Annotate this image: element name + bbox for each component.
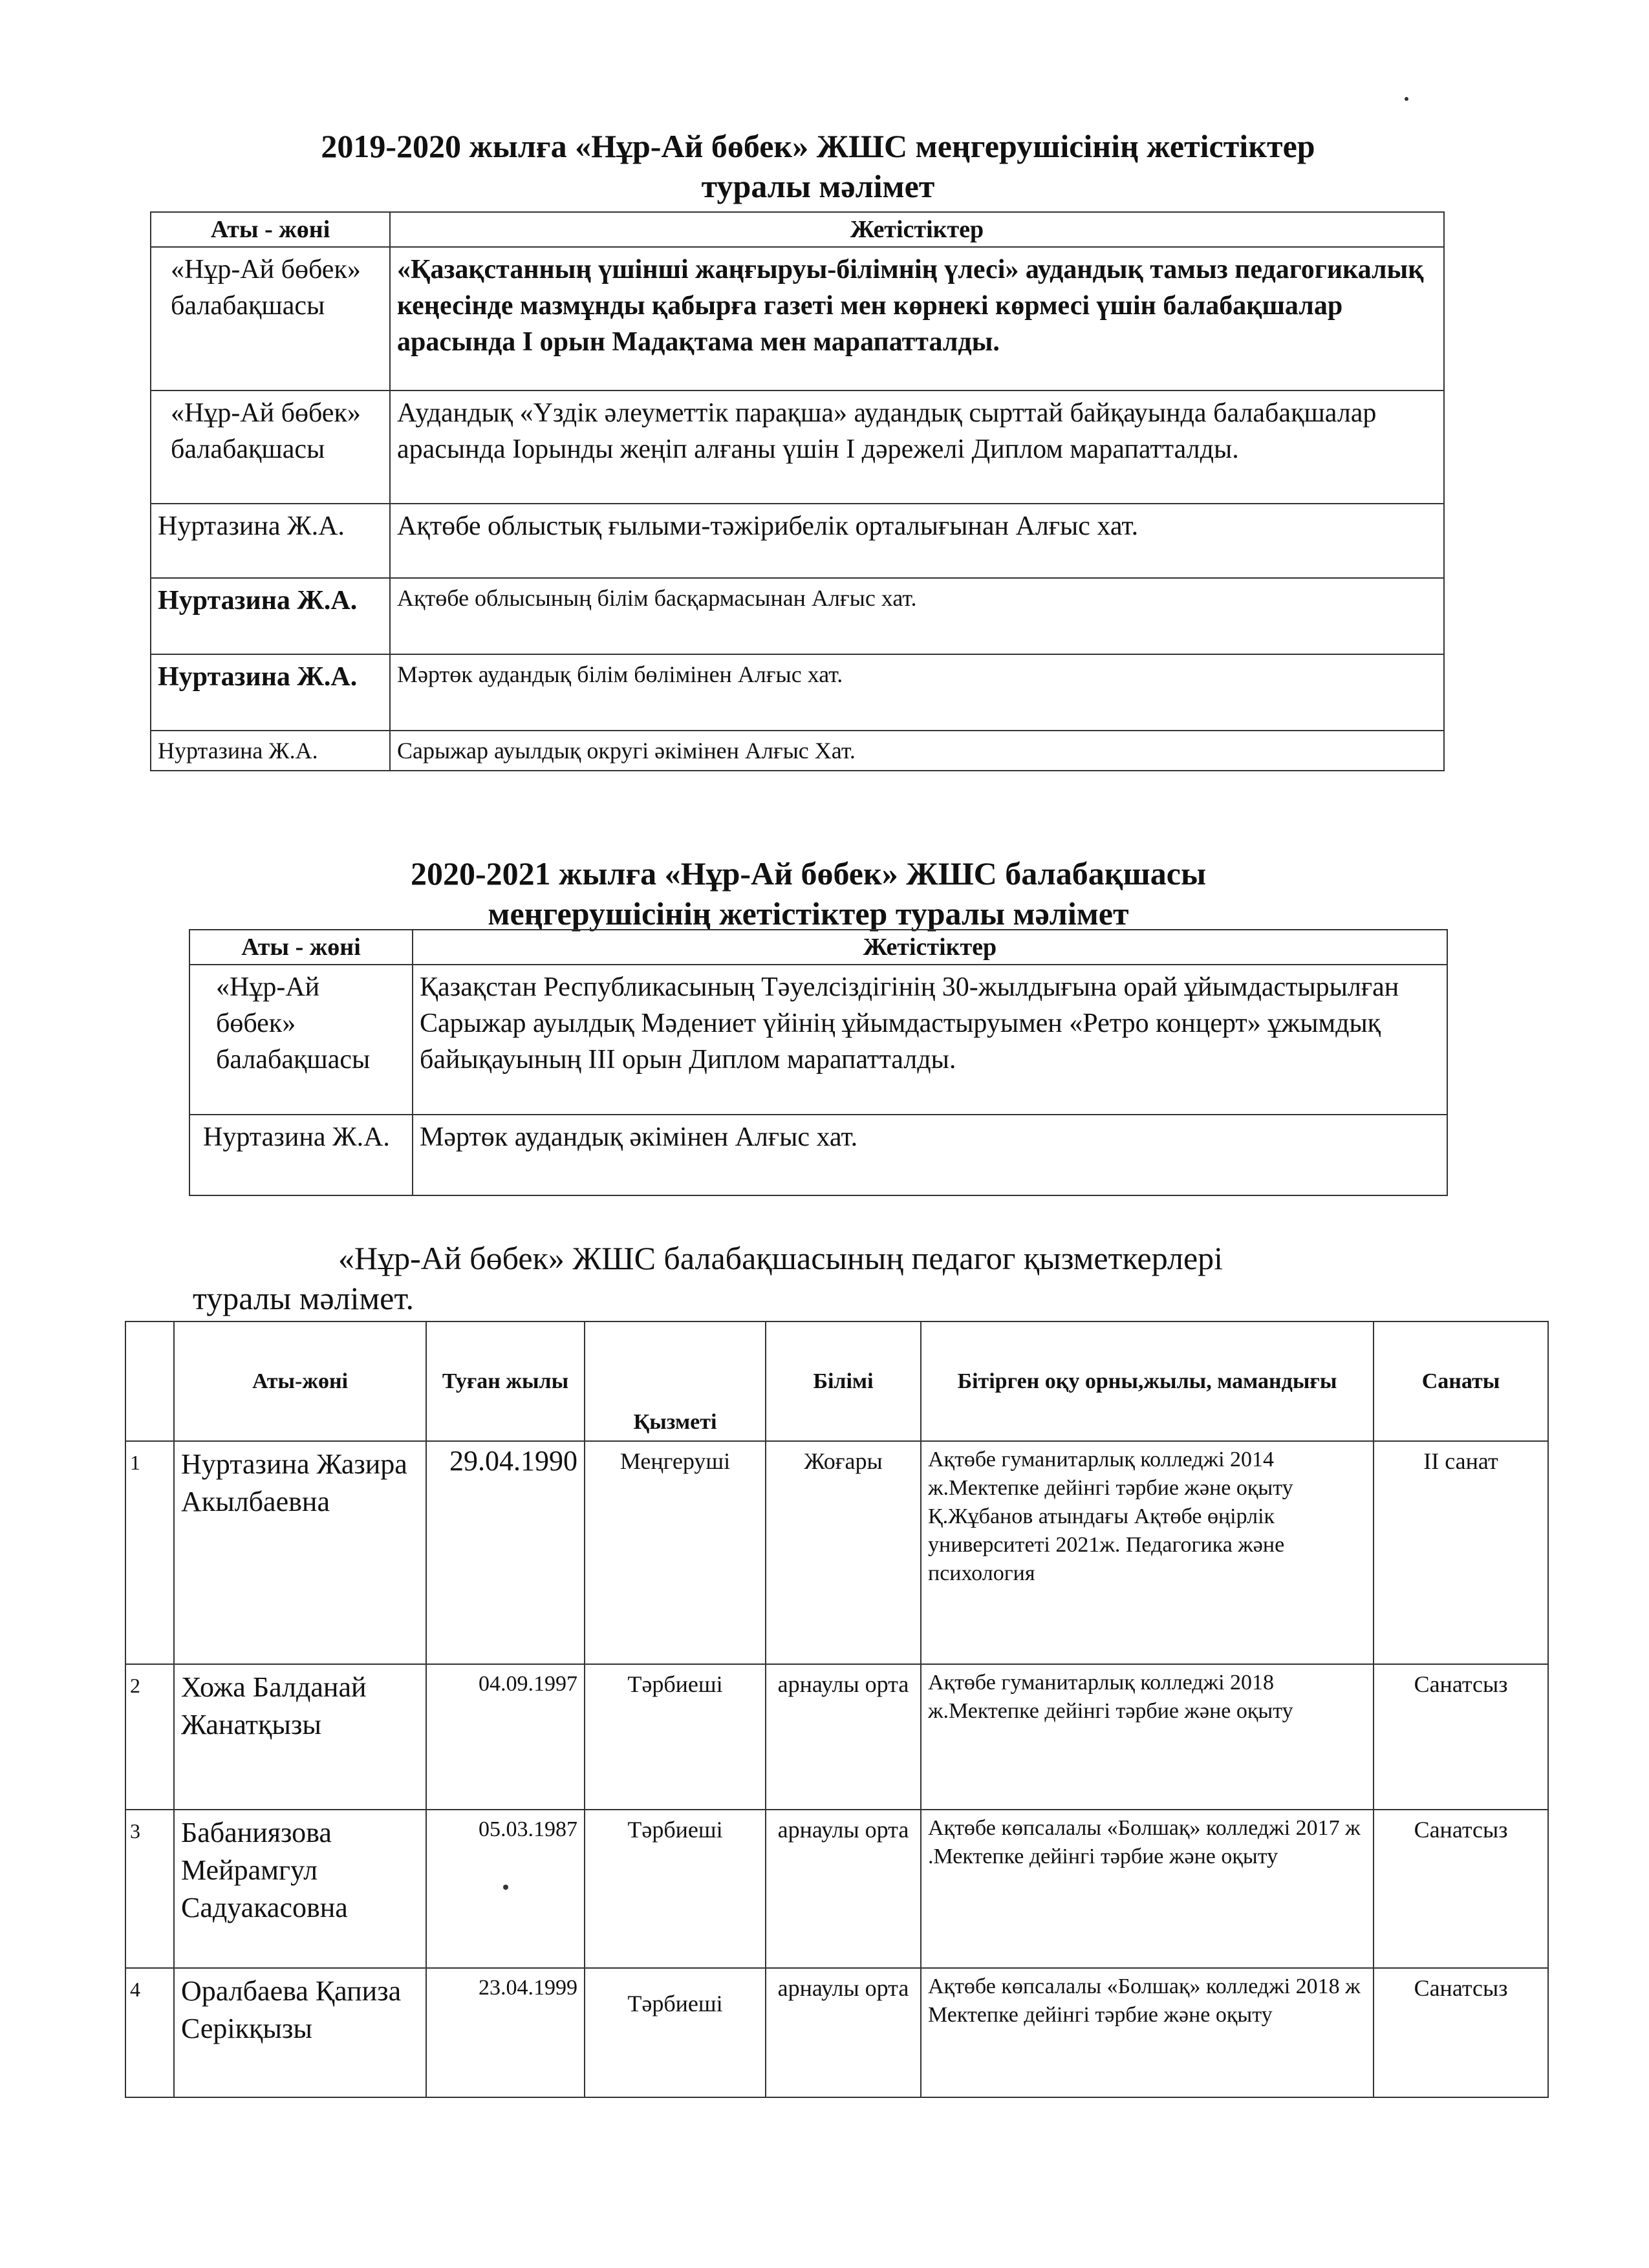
section1-title bbox=[155, 126, 1481, 206]
staff-intro bbox=[193, 1238, 1486, 1318]
table-row bbox=[189, 1115, 1447, 1195]
header-name: Аты - жөні bbox=[189, 930, 413, 965]
row-num: 2 bbox=[125, 1664, 174, 1810]
row-achievement: Мәртөк аудандық білім бөлімінен Алғыс хат. bbox=[390, 654, 1444, 731]
section1-title-line1: 2019-2020 жылға «Нұр-Ай бөбек» ЖШС меңгерушісінің жетістіктер bbox=[321, 128, 1315, 164]
row-position: Тәрбиеші bbox=[585, 1664, 766, 1810]
row-name: Нуртазина Ж.А. bbox=[151, 731, 390, 771]
row-category: Санатсыз bbox=[1374, 1968, 1548, 2097]
table-row bbox=[151, 247, 1444, 390]
header-name: Аты-жөні bbox=[174, 1321, 426, 1441]
row-school: Ақтөбе гуманитарлық колледжі 2014 ж.Мектепке дейінгі тәрбие және оқыту Қ.Жұбанов атындағы Ақтөбе өңірлік университеті 2021ж. Педагогика және психология bbox=[921, 1441, 1374, 1664]
staff-intro-line2: туралы мәлімет. bbox=[193, 1280, 414, 1316]
staff-table bbox=[125, 1321, 1549, 2098]
row-name: Нуртазина Ж.А. bbox=[151, 578, 390, 654]
achievements-table-2020 bbox=[189, 929, 1448, 1196]
table-header-row bbox=[125, 1321, 1548, 1441]
row-name: «Нұр-Ай бөбек» балабақшасы bbox=[151, 390, 390, 504]
row-achievement: Аудандық «Үздік әлеуметтік парақша» аудандық сырттай байқауында балабақшалар арасында Iорынды жеңіп алғаны үшін I дәрежелі Диплом марапатталды. bbox=[390, 390, 1444, 504]
header-position: Қызметі bbox=[585, 1321, 766, 1441]
staff-intro-line1: «Нұр-Ай бөбек» ЖШС балабақшасының педагог қызметкерлері bbox=[338, 1240, 1223, 1276]
row-birth: 05.03.1987 bbox=[426, 1810, 585, 1968]
row-achievement: Мәртөк аудандық әкімінен Алғыс хат. bbox=[413, 1115, 1447, 1195]
row-education: арнаулы орта bbox=[766, 1664, 921, 1810]
section2-title-line2: меңгерушісінің жетістіктер туралы мәлімет bbox=[488, 895, 1129, 932]
row-achievement: Ақтөбе облысының білім басқармасынан Алғыс хат. bbox=[390, 578, 1444, 654]
section1-title-line2: туралы мәлімет bbox=[701, 168, 935, 204]
row-category: II санат bbox=[1374, 1441, 1548, 1664]
row-position: Тәрбиеші bbox=[585, 1968, 766, 2097]
table-row bbox=[151, 578, 1444, 654]
row-num: 1 bbox=[125, 1441, 174, 1664]
header-school: Бітірген оқу орны,жылы, мамандығы bbox=[921, 1321, 1374, 1441]
row-school: Ақтөбе көпсалалы «Болшақ» колледжі 2018 ж Мектепке дейінгі тәрбие және оқыту bbox=[921, 1968, 1374, 2097]
row-achievement: Қазақстан Республикасының Тәуелсіздігінің 30-жылдығына орай ұйымдастырылған Сарыжар ауылдық Мәдениет үйінің ұйымдастыруымен «Ретро концерт» ұжымдық байықауының III орын Диплом марапатталды. bbox=[413, 965, 1447, 1115]
row-achievement: Сарыжар ауылдық округі әкімінен Алғыс Хат. bbox=[390, 731, 1444, 771]
row-name: Хожа Балданай Жанатқызы bbox=[174, 1664, 426, 1810]
row-birth: 29.04.1990 bbox=[426, 1441, 585, 1664]
row-name: Оралбаева Қапиза Серікқызы bbox=[174, 1968, 426, 2097]
header-education: Білімі bbox=[766, 1321, 921, 1441]
header-achievements: Жетістіктер bbox=[390, 212, 1444, 247]
row-achievement: Ақтөбе облыстық ғылыми-тәжірибелік орталығынан Алғыс хат. bbox=[390, 504, 1444, 578]
row-name: «Нұр-Ай бөбек» балабақшасы bbox=[189, 965, 413, 1115]
header-name: Аты - жөні bbox=[151, 212, 390, 247]
row-num: 4 bbox=[125, 1968, 174, 2097]
row-name: Нуртазина Ж.А. bbox=[151, 654, 390, 731]
row-name: Нуртазина Ж.А. bbox=[189, 1115, 413, 1195]
row-birth: 04.09.1997 bbox=[426, 1664, 585, 1810]
row-school: Ақтөбе гуманитарлық колледжі 2018 ж.Мектепке дейінгі тәрбие және оқыту bbox=[921, 1664, 1374, 1810]
table-row bbox=[125, 1441, 1548, 1664]
table-row bbox=[151, 731, 1444, 771]
row-name: Нуртазина Жазира Акылбаевна bbox=[174, 1441, 426, 1664]
row-position: Тәрбиеші bbox=[585, 1810, 766, 1968]
row-achievement: «Қазақстанның үшінші жаңғыруы-білімнің үлесі» аудандық тамыз педагогикалық кеңесінде мазмұнды қабырға газеті мен көрнекі көрмесі үшін балабақшалар арасында I орын Мадақтама мен марапатталды. bbox=[390, 247, 1444, 390]
row-category: Санатсыз bbox=[1374, 1810, 1548, 1968]
table-header-row bbox=[151, 212, 1444, 247]
table-row bbox=[125, 1810, 1548, 1968]
header-achievements: Жетістіктер bbox=[413, 930, 1447, 965]
header-num bbox=[125, 1321, 174, 1441]
table-row bbox=[151, 654, 1444, 731]
row-num: 3 bbox=[125, 1810, 174, 1968]
row-name: Бабаниязова Мейрамгул Садуакасовна bbox=[174, 1810, 426, 1968]
table-row bbox=[151, 504, 1444, 578]
row-education: арнаулы орта bbox=[766, 1810, 921, 1968]
table-row bbox=[189, 965, 1447, 1115]
header-birth: Туған жылы bbox=[426, 1321, 585, 1441]
section2-title bbox=[194, 853, 1423, 934]
row-education: Жоғары bbox=[766, 1441, 921, 1664]
table-row bbox=[125, 1968, 1548, 2097]
header-category: Санаты bbox=[1374, 1321, 1548, 1441]
row-education: арнаулы орта bbox=[766, 1968, 921, 2097]
row-position: Меңгеруші bbox=[585, 1441, 766, 1664]
scan-dot bbox=[503, 1885, 508, 1890]
row-birth: 23.04.1999 bbox=[426, 1968, 585, 2097]
table-row bbox=[125, 1664, 1548, 1810]
row-name: «Нұр-Ай бөбек» балабақшасы bbox=[151, 247, 390, 390]
row-name: Нуртазина Ж.А. bbox=[151, 504, 390, 578]
scan-dot bbox=[1405, 97, 1408, 101]
section2-title-line1: 2020-2021 жылға «Нұр-Ай бөбек» ЖШС балабақшасы bbox=[410, 855, 1206, 892]
table-header-row bbox=[189, 930, 1447, 965]
row-school: Ақтөбе көпсалалы «Болшақ» колледжі 2017 ж .Мектепке дейінгі тәрбие және оқыту bbox=[921, 1810, 1374, 1968]
row-category: Санатсыз bbox=[1374, 1664, 1548, 1810]
table-row bbox=[151, 390, 1444, 504]
achievements-table-2019 bbox=[150, 211, 1445, 771]
